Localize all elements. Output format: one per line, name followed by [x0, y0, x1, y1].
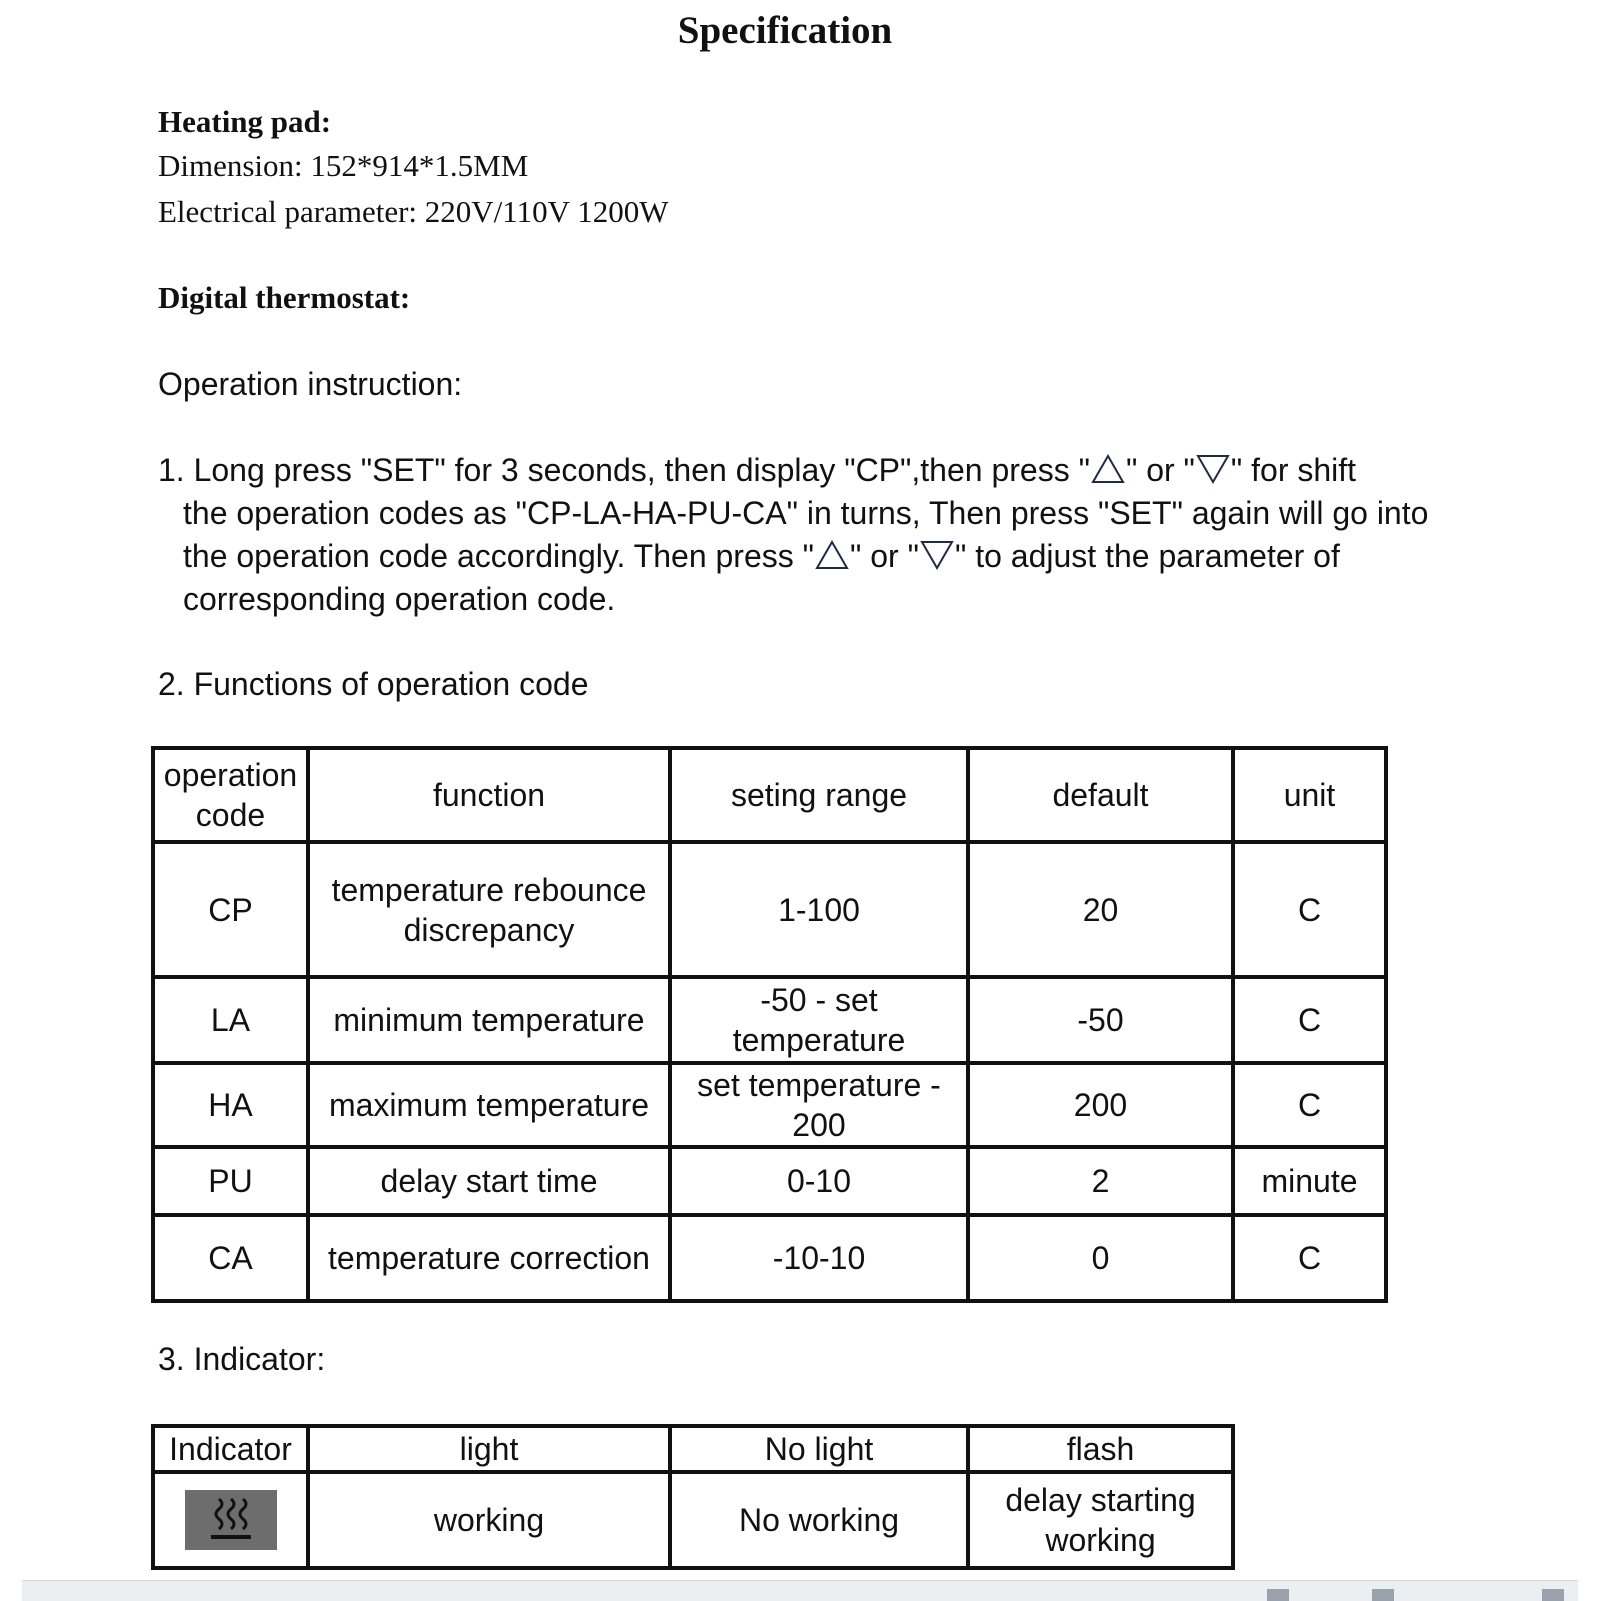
cell-unit: C [1233, 977, 1386, 1063]
status-bar-glyph [1267, 1589, 1289, 1601]
step1-line1: 1. Long press "SET" for 3 seconds, then display "CP",then press " " or " " for shift [158, 452, 1357, 488]
header-no-light: No light [670, 1426, 968, 1472]
indicator-table [151, 1424, 1235, 1570]
cell-function: minimum temperature [308, 977, 670, 1063]
cell-default: 2 [968, 1147, 1233, 1215]
cell-default: 200 [968, 1063, 1233, 1147]
table-row [153, 842, 1386, 977]
instruction-step-1 [158, 449, 1498, 621]
cell-default: 20 [968, 842, 1233, 977]
thermostat-heading: Digital thermostat: [158, 280, 411, 315]
table-row [153, 1215, 1386, 1301]
functions-heading: 2. Functions of operation code [158, 666, 589, 702]
cell-range: -10-10 [670, 1215, 968, 1301]
cell-indicator-icon [153, 1472, 308, 1568]
triangle-up-icon [1090, 453, 1126, 485]
cell-code: LA [153, 977, 308, 1063]
header-indicator: Indicator [153, 1426, 308, 1472]
cell-function: temperature correction [308, 1215, 670, 1301]
cell-unit: C [1233, 842, 1386, 977]
cell-default: -50 [968, 977, 1233, 1063]
cell-default: 0 [968, 1215, 1233, 1301]
triangle-down-icon [919, 539, 955, 571]
step1-line4: corresponding operation code. [183, 581, 616, 617]
table-row [153, 1472, 1233, 1568]
dimension-text: Dimension: 152*914*1.5MM [158, 148, 529, 183]
step1-line2: the operation codes as "CP-LA-HA-PU-CA" in turns, Then press "SET" again will go into [183, 495, 1429, 531]
electrical-parameter-text: Electrical parameter: 220V/110V 1200W [158, 194, 669, 229]
header-function: function [308, 748, 670, 842]
cell-function: temperature rebounce discrepancy [308, 842, 670, 977]
indicator-heading: 3. Indicator: [158, 1341, 326, 1377]
header-flash: flash [968, 1426, 1233, 1472]
table-header-row [153, 748, 1386, 842]
status-bar-glyph [1372, 1589, 1394, 1601]
cell-function: maximum temperature [308, 1063, 670, 1147]
header-setting-range: seting range [670, 748, 968, 842]
cell-light: working [308, 1472, 670, 1568]
cell-unit: C [1233, 1063, 1386, 1147]
cell-code: CA [153, 1215, 308, 1301]
operation-code-table [151, 746, 1388, 1303]
cell-code: PU [153, 1147, 308, 1215]
heating-pad-heading: Heating pad: [158, 104, 332, 139]
triangle-up-icon [814, 539, 850, 571]
page-title: Specification [677, 9, 893, 52]
cell-range: 0-10 [670, 1147, 968, 1215]
cell-flash: delay starting working [968, 1472, 1233, 1568]
table-row [153, 1063, 1386, 1147]
cell-code: CP [153, 842, 308, 977]
cell-range: -50 - set temperature [670, 977, 968, 1063]
header-operation-code: operation code [153, 748, 308, 842]
table-row [153, 1147, 1386, 1215]
header-default: default [968, 748, 1233, 842]
header-light: light [308, 1426, 670, 1472]
viewer-status-bar [22, 1580, 1578, 1601]
cell-no-light: No working [670, 1472, 968, 1568]
cell-unit: C [1233, 1215, 1386, 1301]
cell-function: delay start time [308, 1147, 670, 1215]
operation-instruction-heading: Operation instruction: [158, 366, 463, 402]
header-unit: unit [1233, 748, 1386, 842]
cell-range: set temperature - 200 [670, 1063, 968, 1147]
step1-line3: the operation code accordingly. Then press " " or " " to adjust the parameter of [183, 538, 1340, 574]
cell-range: 1-100 [670, 842, 968, 977]
cell-unit: minute [1233, 1147, 1386, 1215]
cell-code: HA [153, 1063, 308, 1147]
status-bar-glyph [1542, 1589, 1564, 1601]
heating-icon [185, 1490, 277, 1550]
indicator-header-row [153, 1426, 1233, 1472]
table-row [153, 977, 1386, 1063]
triangle-down-icon [1195, 453, 1231, 485]
